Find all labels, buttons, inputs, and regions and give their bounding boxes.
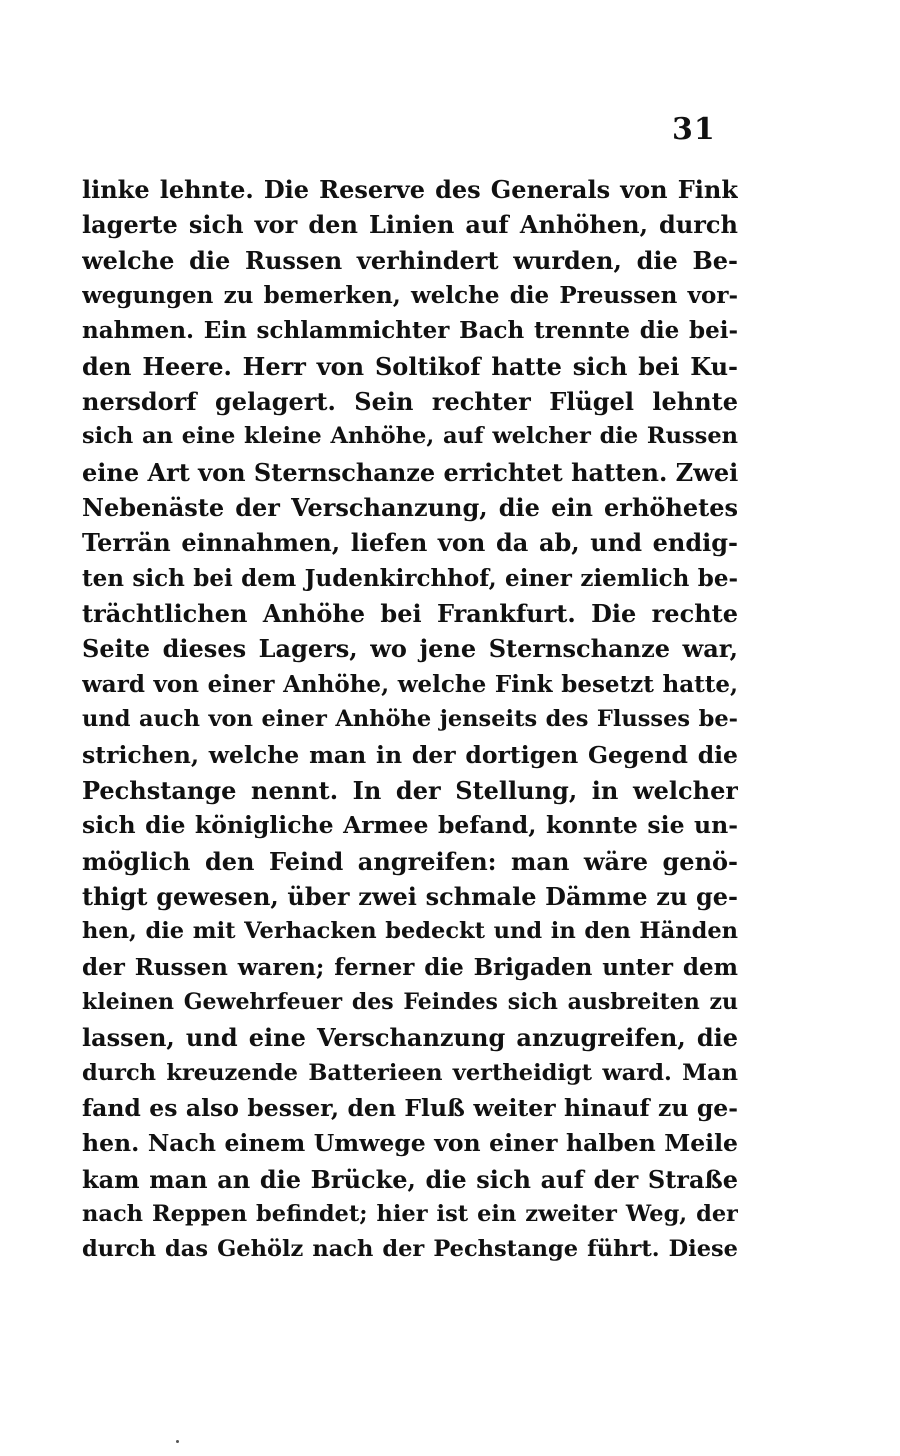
text-line: nersdorf gelagert. Sein rechter Flügel lehnte (82, 387, 738, 417)
text-line: Seite dieses Lagers, wo jene Sternschanze war, (82, 634, 738, 664)
text-line: trächtlichen Anhöhe bei Frankfurt. Die rechte (82, 599, 738, 629)
text-line: Pechstange nennt. In der Stellung, in welcher (82, 775, 738, 805)
text-line: und auch von einer Anhöhe jenseits des Flusses be- (82, 706, 738, 733)
text-line: hen, die mit Verhacken bedeckt und in den Händen (82, 918, 738, 945)
text-line: lagerte sich vor den Linien auf Anhöhen, durch (82, 210, 738, 240)
text-line: nahmen. Ein schlammichter Bach trennte die bei- (82, 317, 738, 345)
text-line: linke lehnte. Die Reserve des Generals von Fink (82, 175, 738, 204)
text-line: kleinen Gewehrfeuer des Feindes sich ausbreiten zu (82, 988, 738, 1015)
body-text (82, 172, 738, 1268)
text-line: eine Art von Sternschanze errichtet hatten. Zwei (82, 457, 738, 487)
text-line: ten sich bei dem Judenkirchhof, einer ziemlich be- (82, 564, 738, 592)
text-line: der Russen waren; ferner die Brigaden unter dem (82, 953, 738, 981)
text-line: Nebenäste der Verschanzung, die ein erhöhetes (82, 493, 738, 523)
text-line: nach Reppen befindet; hier ist ein zweiter Weg, der (82, 1200, 738, 1227)
text-line: durch kreuzende Batterieen vertheidigt ward. Man (82, 1059, 738, 1086)
text-line: strichen, welche man in der dortigen Gegend die (82, 740, 738, 769)
text-line: welche die Russen verhindert wurden, die Be- (82, 245, 738, 275)
text-line: Terrän einnahmen, liefen von da ab, und endig- (82, 528, 738, 558)
text-line: den Heere. Herr von Soltikof hatte sich bei Ku- (82, 351, 738, 381)
page-number: 31 (672, 112, 716, 147)
text-line: lassen, und eine Verschanzung anzugreifen, die (82, 1023, 738, 1053)
text-line: sich die königliche Armee befand, konnte sie un- (82, 811, 738, 840)
text-line: fand es also besser, den Fluß weiter hinauf zu ge- (82, 1093, 738, 1122)
text-line: thigt gewesen, über zwei schmale Dämme zu ge- (82, 881, 738, 911)
text-line: sich an eine kleine Anhöhe, auf welcher die Russen (82, 423, 738, 450)
text-line: durch das Gehölz nach der Pechstange führt. Diese (82, 1236, 738, 1263)
text-line: wegungen zu bemerken, welche die Preussen vor- (82, 282, 738, 310)
text-line: ward von einer Anhöhe, welche Fink besetzt hatte, (82, 670, 738, 698)
text-line: hen. Nach einem Umwege von einer halben Meile (82, 1129, 738, 1158)
paper-speck (176, 1440, 179, 1443)
text-line: möglich den Feind angreifen: man wäre genö- (82, 846, 738, 876)
text-line: kam man an die Brücke, die sich auf der Straße (82, 1164, 738, 1194)
